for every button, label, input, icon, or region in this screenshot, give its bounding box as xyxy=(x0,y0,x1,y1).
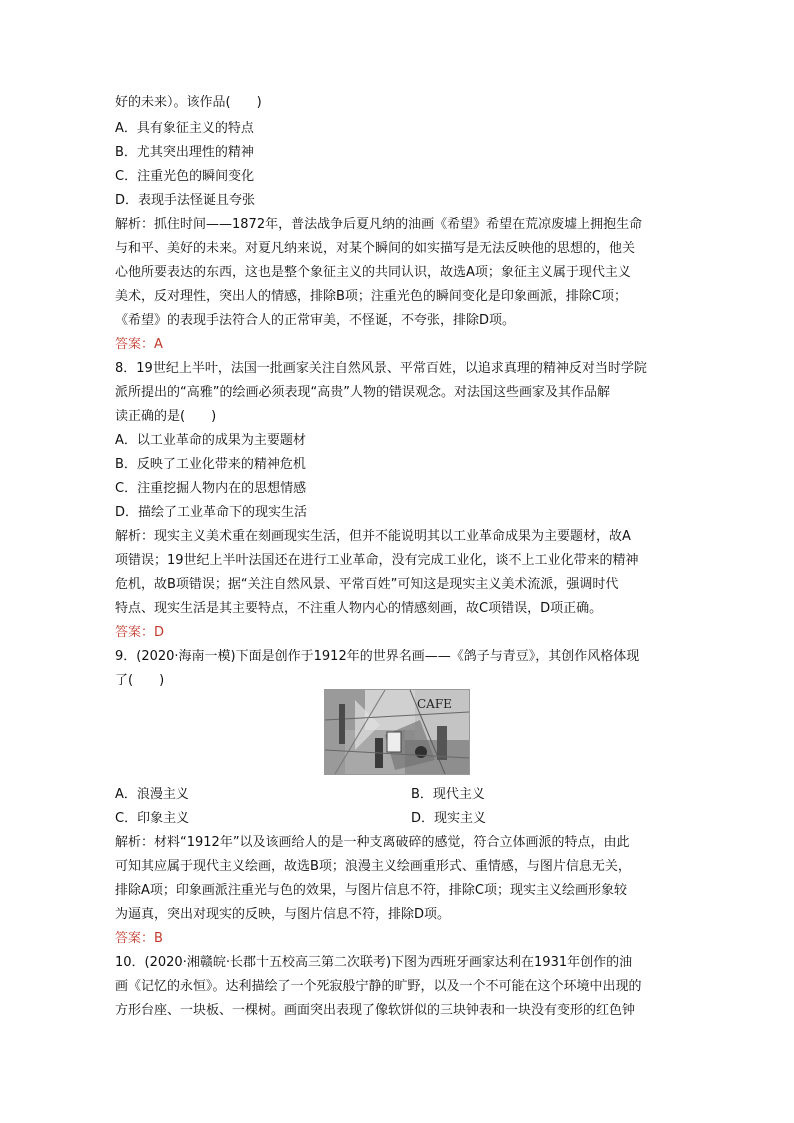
answer-label: 答案： xyxy=(115,337,155,352)
q8-option-c: C．注重挖掘人物内在的思想情感 xyxy=(115,481,307,496)
q8-answer xyxy=(115,625,685,641)
q8-analysis-line-1: 解析：现实主义美术重在刻画现实生活，但并不能说明其以工业革命成果为主要题材，故A xyxy=(115,529,631,544)
q7-answer xyxy=(115,337,685,353)
q8-option-d: D．描绘了工业革命下的现实生活 xyxy=(115,505,308,520)
q9-analysis-line-3: 排除A项；印象画派注重光与色的效果，与图片信息不符，排除C项；现实主义绘画形象较 xyxy=(115,883,627,898)
q9-stem-line-1: 9．(2020·海南一模)下面是创作于1912年的世界名画——《鸽子与青豆》，其创作风格体现 xyxy=(115,649,640,664)
cubist-painting-image xyxy=(324,689,470,775)
q10-stem-line-3: 方形台座、一块板、一棵树。画面突出表现了像软饼似的三块钟表和一块没有变形的红色钟 xyxy=(115,1003,636,1018)
q8-analysis-line-3: 危机，故B项错误；据“关注自然风景、平常百姓”可知这是现实主义美术流派，强调时代 xyxy=(115,577,619,592)
q10-stem-line-2: 画《记忆的永恒》。达利描绘了一个死寂般宁静的旷野，以及一个不可能在这个环境中出现的 xyxy=(115,979,642,994)
answer-label: 答案： xyxy=(115,931,155,946)
q9-analysis-line-2: 可知其应属于现代主义绘画，故选B项；浪漫主义绘画重形式、重情感，与图片信息无关， xyxy=(115,859,631,874)
q9-analysis-line-1: 解析：材料“1912年”以及该画给人的是一种支离破碎的感觉，符合立体画派的特点，由此 xyxy=(115,835,630,850)
q7-option-c: C．注重光色的瞬间变化 xyxy=(115,169,255,184)
q8-stem-line-3: 读正确的是( ) xyxy=(115,409,217,424)
q7-option-d: D．表现手法怪诞且夸张 xyxy=(115,193,256,208)
q7-analysis-line-1: 解析：抓住时间——1872年，普法战争后夏凡纳的油画《希望》希望在荒凉废墟上拥抱生命 xyxy=(115,217,643,232)
q9-stem-line-2: 了( ) xyxy=(115,673,165,688)
q8-option-b: B．反映了工业化带来的精神危机 xyxy=(115,457,306,472)
q7-analysis-line-3: 心他所要表达的东西，这也是整个象征主义的共同认识，故选A项；象征主义属于现代主义 xyxy=(115,265,631,280)
answer-value: D xyxy=(154,625,165,640)
q7-option-a: A．具有象征主义的特点 xyxy=(115,121,254,136)
painting-illustration xyxy=(325,690,469,774)
q8-analysis-line-4: 特点、现实生活是其主要特点，不注重人物内心的情感刻画，故C项错误，D项正确。 xyxy=(115,601,603,616)
answer-value: B xyxy=(154,931,163,946)
q8-analysis-line-2: 项错误；19世纪上半叶法国还在进行工业革命，没有完成工业化，谈不上工业化带来的精神 xyxy=(115,553,639,568)
q8-stem-line-1: 8．19世纪上半叶，法国一批画家关注自然风景、平常百姓，以追求真理的精神反对当时学院 xyxy=(115,361,647,376)
answer-value: A xyxy=(154,337,163,352)
q8-option-a: A．以工业革命的成果为主要题材 xyxy=(115,433,306,448)
q8-stem-line-2: 派所提出的“高雅”的绘画必须表现“高贵”人物的错误观念。对法国这些画家及其作品解 xyxy=(115,385,610,400)
q9-option-a: A．浪漫主义 xyxy=(115,787,189,802)
q9-option-c: C．印象主义 xyxy=(115,811,190,826)
q9-analysis-line-4: 为逼真，突出对现实的反映，与图片信息不符，排除D项。 xyxy=(115,907,451,922)
painting-caption: CAFE xyxy=(417,697,452,711)
q7-line-0: 好的未来）。该作品( ) xyxy=(115,95,262,110)
q9-option-b: B．现代主义 xyxy=(411,787,485,802)
q10-stem-line-1: 10．(2020·湘赣皖·长郡十五校高三第二次联考)下图为西班牙画家达利在1931年创作的油 xyxy=(115,955,633,970)
q9-option-d: D．现实主义 xyxy=(411,811,487,826)
answer-label: 答案： xyxy=(115,625,155,640)
q7-analysis-line-2: 与和平、美好的未来。对夏凡纳来说，对某个瞬间的如实描写是无法反映他的思想的，他关 xyxy=(115,241,636,256)
q9-answer xyxy=(115,931,685,947)
q7-analysis-line-4: 美术，反对理性，突出人的情感，排除B项；注重光色的瞬间变化是印象画派，排除C项； xyxy=(115,289,627,304)
q7-option-b: B．尤其突出理性的精神 xyxy=(115,145,254,160)
q7-analysis-line-5: 《希望》的表现手法符合人的正常审美，不怪诞，不夸张，排除D项。 xyxy=(115,313,516,328)
